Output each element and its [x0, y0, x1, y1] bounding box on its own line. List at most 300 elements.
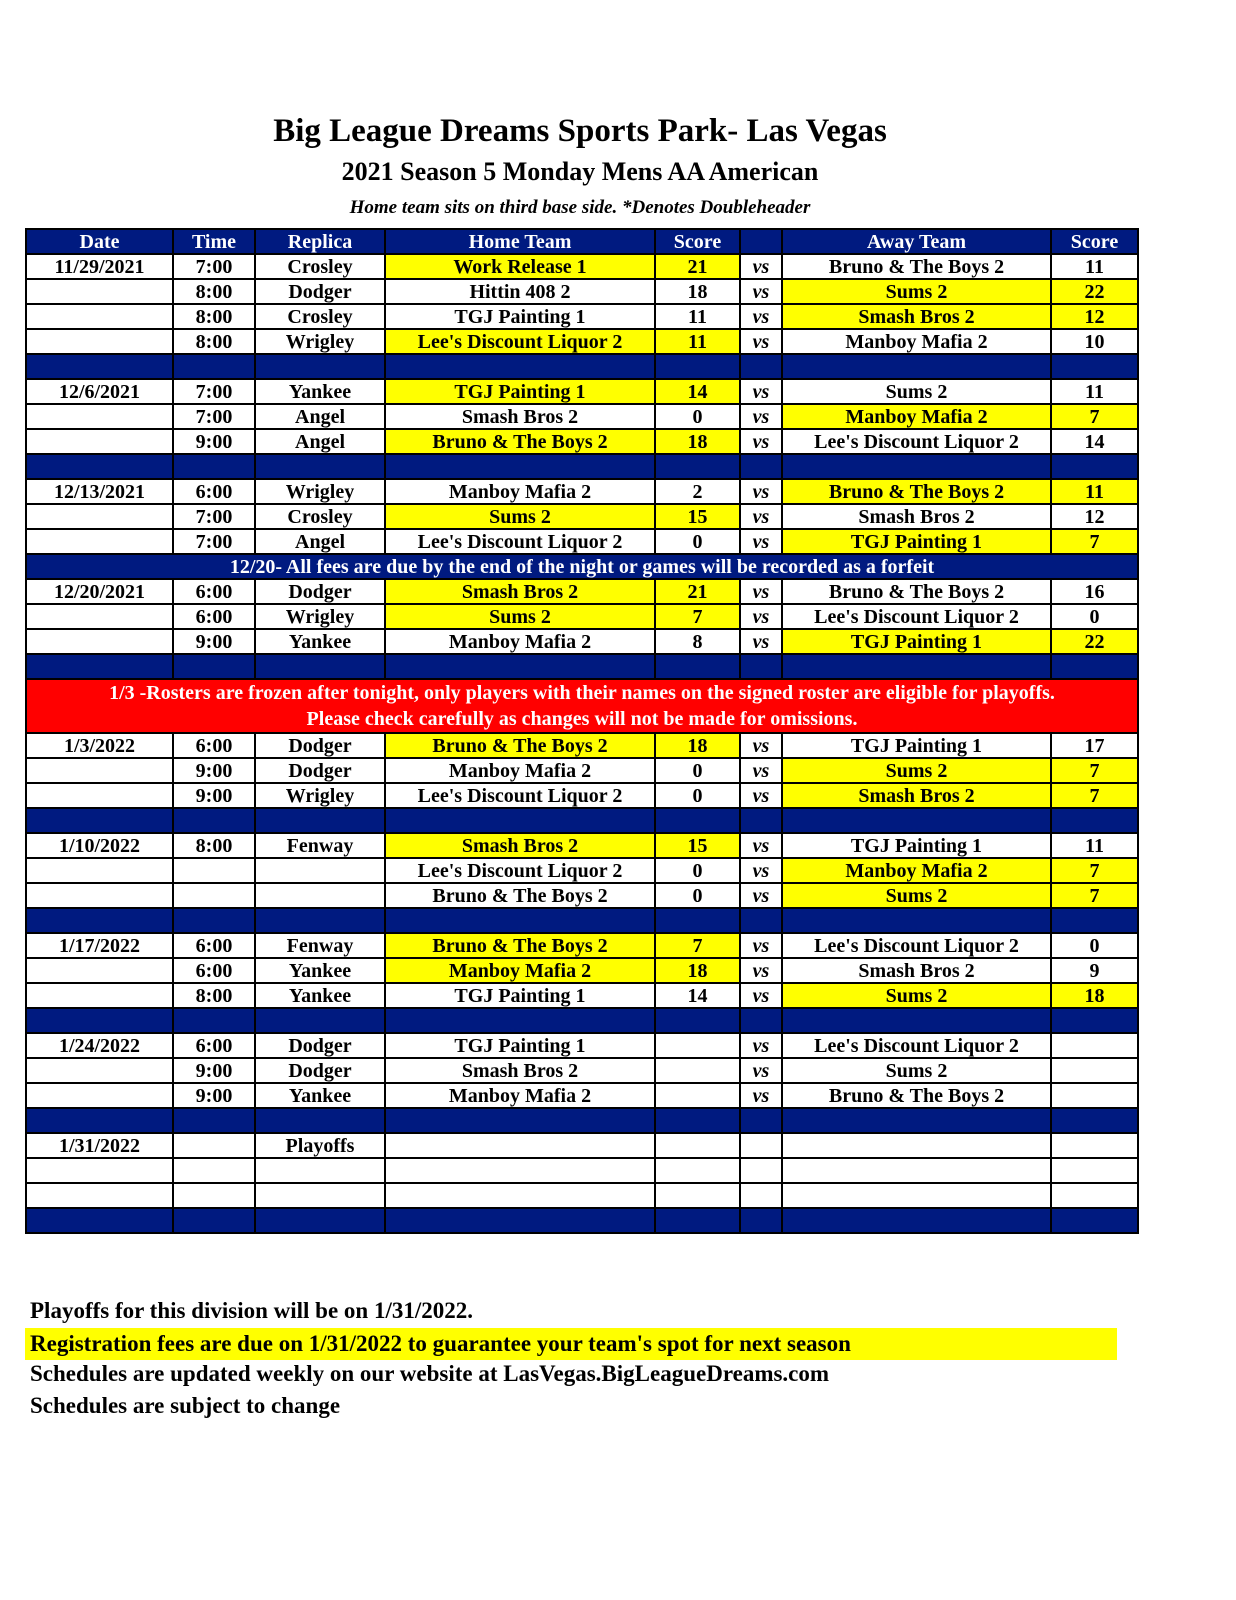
separator-cell	[173, 1208, 255, 1233]
separator-cell	[255, 1208, 385, 1233]
column-header: Score	[1051, 229, 1138, 254]
separator-cell	[740, 454, 782, 479]
away-score: 11	[1051, 833, 1138, 858]
away-score: 0	[1051, 604, 1138, 629]
game-field: Wrigley	[255, 479, 385, 504]
column-header: Date	[26, 229, 173, 254]
separator-cell	[1051, 1208, 1138, 1233]
separator-cell	[26, 454, 173, 479]
alert-cell	[26, 679, 1138, 733]
home-score: 7	[655, 933, 740, 958]
game-field: Dodger	[255, 579, 385, 604]
home-team	[385, 1183, 655, 1208]
home-team: Smash Bros 2	[385, 833, 655, 858]
home-score: 14	[655, 379, 740, 404]
game-field	[255, 1183, 385, 1208]
vs-label: vs	[740, 1083, 782, 1108]
game-time: 9:00	[173, 1058, 255, 1083]
away-team	[782, 1183, 1051, 1208]
home-score: 0	[655, 404, 740, 429]
game-row	[26, 504, 1138, 529]
home-team	[385, 1133, 655, 1158]
away-score: 7	[1051, 883, 1138, 908]
vs-label	[740, 1183, 782, 1208]
vs-label: vs	[740, 833, 782, 858]
vs-label: vs	[740, 629, 782, 654]
home-team	[385, 1158, 655, 1183]
game-time	[173, 1133, 255, 1158]
separator-row	[26, 1208, 1138, 1233]
away-score: 11	[1051, 379, 1138, 404]
vs-label	[740, 1158, 782, 1183]
home-score: 18	[655, 733, 740, 758]
away-score: 18	[1051, 983, 1138, 1008]
game-field	[255, 883, 385, 908]
game-field: Fenway	[255, 833, 385, 858]
game-field: Yankee	[255, 983, 385, 1008]
away-team: Bruno & The Boys 2	[782, 579, 1051, 604]
game-date	[26, 758, 173, 783]
game-time: 7:00	[173, 529, 255, 554]
separator-row	[26, 454, 1138, 479]
vs-label: vs	[740, 254, 782, 279]
home-team: Lee's Discount Liquor 2	[385, 783, 655, 808]
away-team: Smash Bros 2	[782, 958, 1051, 983]
home-team: Lee's Discount Liquor 2	[385, 329, 655, 354]
game-row	[26, 1058, 1138, 1083]
away-team: TGJ Painting 1	[782, 529, 1051, 554]
separator-cell	[1051, 454, 1138, 479]
separator-cell	[26, 908, 173, 933]
game-field: Yankee	[255, 629, 385, 654]
separator-cell	[782, 1008, 1051, 1033]
game-time: 8:00	[173, 279, 255, 304]
game-time: 9:00	[173, 629, 255, 654]
game-date	[26, 1158, 173, 1183]
home-score: 11	[655, 304, 740, 329]
away-team: Sums 2	[782, 758, 1051, 783]
separator-cell	[173, 908, 255, 933]
game-date	[26, 958, 173, 983]
away-team: Lee's Discount Liquor 2	[782, 429, 1051, 454]
game-time: 8:00	[173, 329, 255, 354]
separator-cell	[385, 654, 655, 679]
vs-label: vs	[740, 958, 782, 983]
home-score	[655, 1058, 740, 1083]
game-date: 1/10/2022	[26, 833, 173, 858]
game-field: Yankee	[255, 379, 385, 404]
vs-label: vs	[740, 1033, 782, 1058]
game-row	[26, 429, 1138, 454]
away-team: Sums 2	[782, 1058, 1051, 1083]
game-time: 6:00	[173, 958, 255, 983]
home-team: Lee's Discount Liquor 2	[385, 529, 655, 554]
separator-cell	[26, 1208, 173, 1233]
home-score: 21	[655, 254, 740, 279]
home-score: 18	[655, 429, 740, 454]
home-score: 8	[655, 629, 740, 654]
away-score: 7	[1051, 758, 1138, 783]
away-team: Bruno & The Boys 2	[782, 1083, 1051, 1108]
game-date	[26, 279, 173, 304]
game-row	[26, 833, 1138, 858]
separator-cell	[173, 1108, 255, 1133]
separator-cell	[385, 908, 655, 933]
notice-text: 12/20- All fees are due by the end of the night or games will be recorded as a forfeit	[26, 554, 1138, 579]
game-field: Yankee	[255, 958, 385, 983]
away-team: Sums 2	[782, 883, 1051, 908]
column-header: Score	[655, 229, 740, 254]
separator-cell	[782, 1108, 1051, 1133]
game-time: 7:00	[173, 404, 255, 429]
home-score: 18	[655, 958, 740, 983]
game-field: Fenway	[255, 933, 385, 958]
game-time: 8:00	[173, 833, 255, 858]
away-score: 0	[1051, 933, 1138, 958]
home-score	[655, 1133, 740, 1158]
game-field: Wrigley	[255, 783, 385, 808]
notice-row	[26, 554, 1138, 579]
separator-cell	[655, 1208, 740, 1233]
vs-label: vs	[740, 579, 782, 604]
game-row	[26, 579, 1138, 604]
game-date	[26, 529, 173, 554]
separator-cell	[655, 908, 740, 933]
game-time: 6:00	[173, 604, 255, 629]
separator-cell	[1051, 1108, 1138, 1133]
away-team: Lee's Discount Liquor 2	[782, 604, 1051, 629]
away-score: 16	[1051, 579, 1138, 604]
schedule-body	[26, 254, 1138, 1233]
alert-line-2: Please check carefully as changes will not be made for omissions.	[306, 708, 858, 730]
away-score	[1051, 1133, 1138, 1158]
game-time: 6:00	[173, 1033, 255, 1058]
away-score	[1051, 1033, 1138, 1058]
vs-label: vs	[740, 429, 782, 454]
separator-cell	[255, 808, 385, 833]
game-row	[26, 758, 1138, 783]
vs-label: vs	[740, 883, 782, 908]
game-row	[26, 983, 1138, 1008]
column-header: Replica	[255, 229, 385, 254]
vs-label: vs	[740, 783, 782, 808]
separator-cell	[26, 354, 173, 379]
separator-cell	[26, 1108, 173, 1133]
separator-cell	[740, 1108, 782, 1133]
game-field: Crosley	[255, 304, 385, 329]
game-field: Dodger	[255, 758, 385, 783]
separator-cell	[385, 1008, 655, 1033]
vs-label: vs	[740, 983, 782, 1008]
game-row	[26, 733, 1138, 758]
away-team	[782, 1158, 1051, 1183]
separator-cell	[255, 654, 385, 679]
game-field: Dodger	[255, 1033, 385, 1058]
away-team: Smash Bros 2	[782, 783, 1051, 808]
page-subtitle: 2021 Season 5 Monday Mens AA American	[341, 157, 819, 186]
game-field: Wrigley	[255, 604, 385, 629]
vs-label: vs	[740, 758, 782, 783]
game-field: Dodger	[255, 1058, 385, 1083]
game-row	[26, 329, 1138, 354]
home-score: 7	[655, 604, 740, 629]
game-row	[26, 858, 1138, 883]
away-team: Smash Bros 2	[782, 504, 1051, 529]
separator-cell	[385, 1108, 655, 1133]
game-row	[26, 254, 1138, 279]
home-team: Manboy Mafia 2	[385, 958, 655, 983]
away-score: 17	[1051, 733, 1138, 758]
game-row	[26, 958, 1138, 983]
game-time: 6:00	[173, 933, 255, 958]
game-date	[26, 429, 173, 454]
home-team: Lee's Discount Liquor 2	[385, 858, 655, 883]
away-score: 7	[1051, 858, 1138, 883]
away-score: 12	[1051, 304, 1138, 329]
separator-cell	[1051, 908, 1138, 933]
home-team: Manboy Mafia 2	[385, 758, 655, 783]
game-row	[26, 1033, 1138, 1058]
game-date	[26, 604, 173, 629]
separator-cell	[385, 454, 655, 479]
game-time: 8:00	[173, 304, 255, 329]
home-score	[655, 1033, 740, 1058]
column-header: Away Team	[782, 229, 1051, 254]
home-score: 15	[655, 504, 740, 529]
separator-row	[26, 1108, 1138, 1133]
vs-label: vs	[740, 479, 782, 504]
game-date	[26, 404, 173, 429]
column-header: Home Team	[385, 229, 655, 254]
separator-row	[26, 808, 1138, 833]
game-time	[173, 1183, 255, 1208]
game-row	[26, 629, 1138, 654]
home-team: Smash Bros 2	[385, 579, 655, 604]
separator-cell	[385, 1208, 655, 1233]
separator-row	[26, 354, 1138, 379]
home-team: TGJ Painting 1	[385, 379, 655, 404]
home-score: 15	[655, 833, 740, 858]
page-title: Big League Dreams Sports Park- Las Vegas	[273, 113, 887, 149]
home-team: Sums 2	[385, 604, 655, 629]
home-team: Sums 2	[385, 504, 655, 529]
separator-cell	[173, 454, 255, 479]
footer-playoffs: Playoffs for this division will be on 1/31/2022.	[30, 1298, 474, 1323]
separator-cell	[26, 654, 173, 679]
page-note: Home team sits on third base side. *Denotes Doubleheader	[349, 197, 811, 218]
separator-cell	[655, 654, 740, 679]
footer-disclaimer: Schedules are subject to change	[30, 1393, 341, 1418]
game-date: 12/6/2021	[26, 379, 173, 404]
separator-cell	[782, 908, 1051, 933]
game-field: Dodger	[255, 733, 385, 758]
game-date: 1/24/2022	[26, 1033, 173, 1058]
home-score: 0	[655, 529, 740, 554]
away-team: Lee's Discount Liquor 2	[782, 933, 1051, 958]
away-score: 10	[1051, 329, 1138, 354]
away-score: 22	[1051, 279, 1138, 304]
away-score: 9	[1051, 958, 1138, 983]
separator-cell	[740, 354, 782, 379]
game-row	[26, 1133, 1138, 1158]
away-score: 22	[1051, 629, 1138, 654]
home-score: 0	[655, 758, 740, 783]
away-score: 7	[1051, 783, 1138, 808]
home-score: 11	[655, 329, 740, 354]
game-date	[26, 783, 173, 808]
game-date	[26, 329, 173, 354]
game-time: 8:00	[173, 983, 255, 1008]
away-team: Smash Bros 2	[782, 304, 1051, 329]
vs-label: vs	[740, 504, 782, 529]
vs-label: vs	[740, 933, 782, 958]
game-time: 7:00	[173, 254, 255, 279]
game-date: 12/20/2021	[26, 579, 173, 604]
home-score: 21	[655, 579, 740, 604]
home-score	[655, 1158, 740, 1183]
separator-cell	[782, 354, 1051, 379]
game-field: Playoffs	[255, 1133, 385, 1158]
game-field: Crosley	[255, 254, 385, 279]
separator-cell	[26, 1008, 173, 1033]
game-field: Yankee	[255, 1083, 385, 1108]
game-date: 1/3/2022	[26, 733, 173, 758]
separator-cell	[655, 1008, 740, 1033]
home-team: Manboy Mafia 2	[385, 1083, 655, 1108]
game-field: Angel	[255, 529, 385, 554]
game-time	[173, 883, 255, 908]
game-time: 6:00	[173, 579, 255, 604]
home-team: Bruno & The Boys 2	[385, 733, 655, 758]
game-date	[26, 304, 173, 329]
game-date: 1/17/2022	[26, 933, 173, 958]
home-score: 0	[655, 858, 740, 883]
game-time: 9:00	[173, 1083, 255, 1108]
game-row	[26, 1083, 1138, 1108]
game-row	[26, 404, 1138, 429]
game-field: Angel	[255, 404, 385, 429]
vs-label: vs	[740, 279, 782, 304]
separator-cell	[385, 354, 655, 379]
home-score: 0	[655, 883, 740, 908]
game-time: 7:00	[173, 379, 255, 404]
separator-cell	[655, 808, 740, 833]
separator-cell	[655, 354, 740, 379]
vs-label: vs	[740, 733, 782, 758]
away-team: Manboy Mafia 2	[782, 858, 1051, 883]
game-date	[26, 629, 173, 654]
vs-label: vs	[740, 858, 782, 883]
game-field: Crosley	[255, 504, 385, 529]
game-row	[26, 479, 1138, 504]
footer-registration: Registration fees are due on 1/31/2022 to guarantee your team's spot for next season	[25, 1328, 1117, 1360]
separator-cell	[782, 808, 1051, 833]
game-field: Angel	[255, 429, 385, 454]
separator-cell	[740, 1008, 782, 1033]
vs-label: vs	[740, 1058, 782, 1083]
away-score: 7	[1051, 529, 1138, 554]
away-team: Lee's Discount Liquor 2	[782, 1033, 1051, 1058]
home-team: Work Release 1	[385, 254, 655, 279]
separator-cell	[1051, 1008, 1138, 1033]
separator-cell	[740, 808, 782, 833]
away-team: Sums 2	[782, 379, 1051, 404]
home-score	[655, 1083, 740, 1108]
separator-cell	[255, 454, 385, 479]
vs-label: vs	[740, 304, 782, 329]
separator-row	[26, 654, 1138, 679]
game-date	[26, 858, 173, 883]
home-score: 0	[655, 783, 740, 808]
vs-label: vs	[740, 329, 782, 354]
separator-cell	[173, 354, 255, 379]
game-date	[26, 1083, 173, 1108]
column-header: Time	[173, 229, 255, 254]
alert-row	[26, 679, 1138, 733]
separator-row	[26, 908, 1138, 933]
away-score	[1051, 1083, 1138, 1108]
game-row	[26, 304, 1138, 329]
home-team: TGJ Painting 1	[385, 983, 655, 1008]
away-team: TGJ Painting 1	[782, 833, 1051, 858]
separator-cell	[173, 1008, 255, 1033]
away-score: 11	[1051, 479, 1138, 504]
column-header	[740, 229, 782, 254]
home-team: Bruno & The Boys 2	[385, 883, 655, 908]
away-team: Bruno & The Boys 2	[782, 254, 1051, 279]
game-date: 11/29/2021	[26, 254, 173, 279]
separator-cell	[255, 1008, 385, 1033]
game-date	[26, 983, 173, 1008]
alert-line-1: 1/3 -Rosters are frozen after tonight, only players with their names on the signed roster are eligible for playoffs.	[109, 682, 1055, 704]
home-team: Smash Bros 2	[385, 404, 655, 429]
home-score: 2	[655, 479, 740, 504]
away-team: TGJ Painting 1	[782, 733, 1051, 758]
game-row	[26, 279, 1138, 304]
home-team: Hittin 408 2	[385, 279, 655, 304]
game-field	[255, 1158, 385, 1183]
home-team: Bruno & The Boys 2	[385, 933, 655, 958]
home-team: Smash Bros 2	[385, 1058, 655, 1083]
home-team: Bruno & The Boys 2	[385, 429, 655, 454]
vs-label	[740, 1133, 782, 1158]
game-row	[26, 1158, 1138, 1183]
vs-label: vs	[740, 404, 782, 429]
game-date: 12/13/2021	[26, 479, 173, 504]
separator-cell	[1051, 654, 1138, 679]
separator-row	[26, 1008, 1138, 1033]
game-row	[26, 1183, 1138, 1208]
separator-cell	[255, 354, 385, 379]
separator-cell	[740, 654, 782, 679]
home-team: Manboy Mafia 2	[385, 479, 655, 504]
away-score: 7	[1051, 404, 1138, 429]
separator-cell	[655, 454, 740, 479]
home-team: TGJ Painting 1	[385, 1033, 655, 1058]
away-team: TGJ Painting 1	[782, 629, 1051, 654]
vs-label: vs	[740, 529, 782, 554]
game-time: 9:00	[173, 783, 255, 808]
away-score	[1051, 1158, 1138, 1183]
home-score: 18	[655, 279, 740, 304]
separator-cell	[782, 654, 1051, 679]
separator-cell	[655, 1108, 740, 1133]
game-date: 1/31/2022	[26, 1133, 173, 1158]
game-time: 9:00	[173, 429, 255, 454]
game-time: 6:00	[173, 733, 255, 758]
game-field: Dodger	[255, 279, 385, 304]
home-score: 14	[655, 983, 740, 1008]
